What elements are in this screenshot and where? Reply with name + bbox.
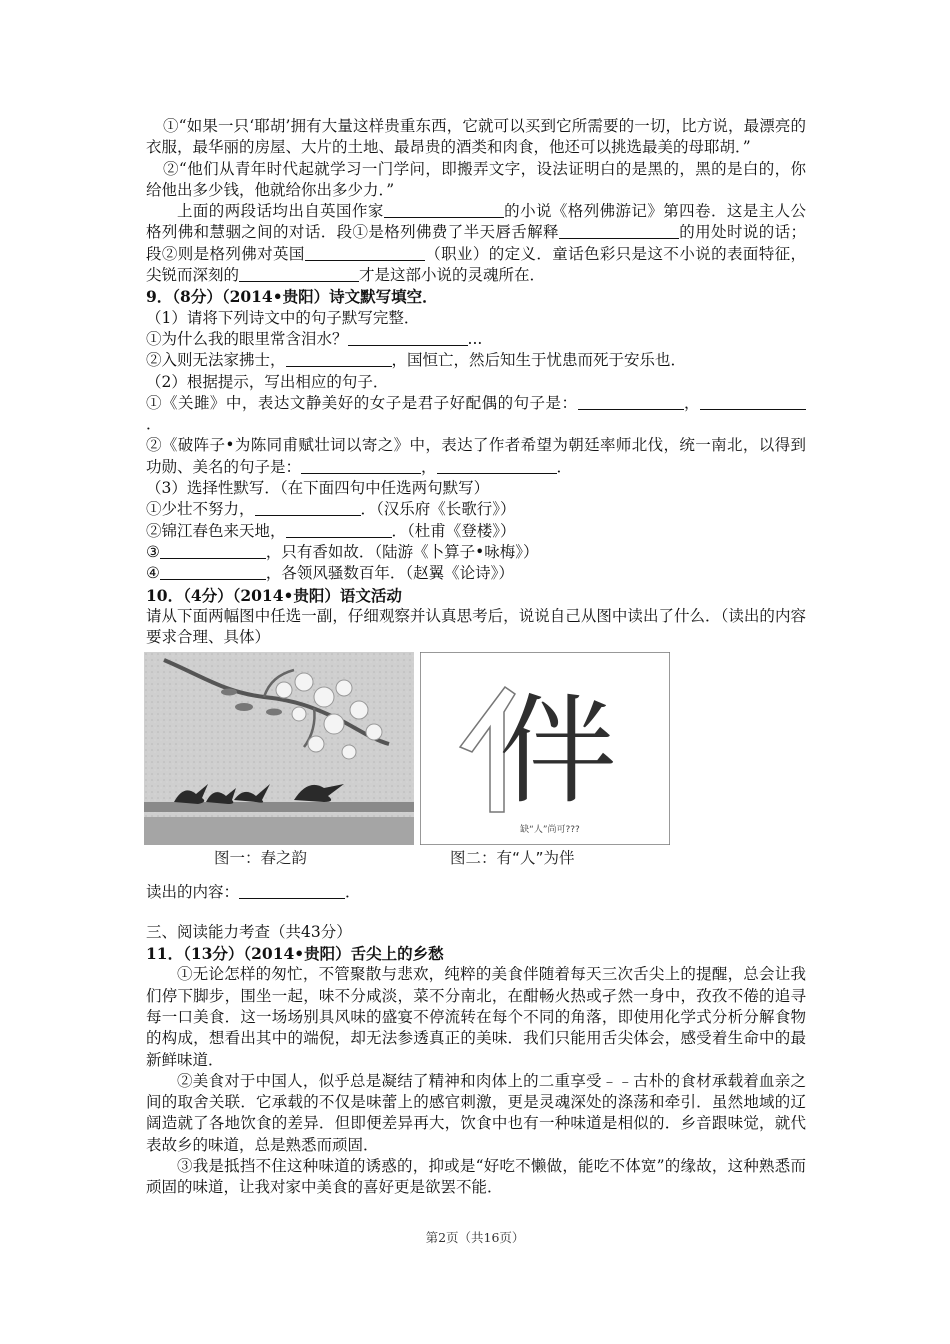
- blossom-shape: [366, 724, 382, 740]
- passage-paragraph-2: ②“他们从青年时代起就学习一门学问，即搬弄文字，设法证明白的是黑的，黑的是白的，你给他出多少钱，他就给你出多少力．”: [146, 159, 806, 199]
- text: ②锦江春色来天地，: [146, 521, 286, 540]
- passage-paragraph-1: ①“如果一只‘耶胡’拥有大量这样贵重东西，它就可以买到它所需要的一切，比方说，最漂亮的衣服，最华丽的房屋、大片的土地、最昂贵的酒类和肉食，他还可以挑选最美的母耶胡．”: [146, 117, 806, 157]
- leaf-shape: [235, 703, 253, 711]
- text: ①《关雎》中，表达文静美好的女子是君子好配偶的句子是：: [146, 393, 578, 412]
- q9-sub3: （3）选择性默写．（在下面四句中任选两句默写）: [146, 479, 490, 498]
- section-3-title: 三、阅读能力考查（共43分）: [146, 922, 352, 941]
- text: ，各领风骚数百年．（赵翼《论诗》）: [265, 564, 514, 583]
- blank-object: [559, 223, 679, 239]
- blank-theme: [239, 266, 359, 282]
- figure-spring-image: [144, 652, 414, 845]
- text: 上面的两段话均出自英国作家: [177, 202, 384, 221]
- q10-figures: [146, 652, 806, 882]
- blank: [286, 351, 392, 367]
- text: ，只有香如故．（陆游《卜算子•咏梅》）: [265, 542, 539, 561]
- blossom-shape: [295, 673, 313, 691]
- text: ④: [146, 564, 160, 583]
- text: ①为什么我的眼里常含泪水？: [146, 329, 348, 348]
- figure-background: [144, 652, 414, 845]
- q10-answer: [146, 882, 806, 903]
- text: 的用处时说的话；段②则是格列佛对英国: [146, 223, 806, 263]
- text: ②《破阵子•为陈同甫赋壮词以寄之》中，表达了作者希望为朝廷率师北伐，统一南北，以得到功勋、美名的句子是：: [146, 436, 806, 476]
- blank: [286, 522, 392, 538]
- q9-item-3a: [146, 499, 806, 520]
- blank: [160, 564, 266, 580]
- q9-item-3d: [146, 563, 806, 584]
- blossom-shape: [324, 714, 344, 734]
- q9-item-1b: [146, 350, 806, 371]
- blank: [578, 394, 684, 410]
- q9-item-3b: [146, 521, 806, 542]
- text: ．: [345, 883, 361, 902]
- text: （职业）的定义．童话色彩只是这不小说的表面特征，尖锐而深刻的: [146, 244, 806, 285]
- blossom-shape: [336, 680, 352, 696]
- fence-rail-shape: [144, 817, 414, 845]
- q9-sub2: （2）根据提示，写出相应的句子．: [146, 372, 389, 391]
- q9-sub1: （1）请将下列诗文中的句子默写完整．: [146, 308, 420, 327]
- text: ，: [683, 393, 700, 412]
- q10-text: 请从下面两幅图中任选一副，仔细观察并认真思考后，说说自己从图中读出了什么．（读出的内容要求合理、具体）: [146, 606, 806, 647]
- blank-author: [384, 202, 504, 218]
- figure-2-caption: 图二：有“人”为伴: [450, 849, 575, 868]
- text: ．（汉乐府《长歌行》）: [360, 500, 516, 519]
- text: 读出的内容：: [146, 883, 240, 902]
- blank: [239, 883, 345, 899]
- q11-title: 11．（13分）（2014•贵阳）舌尖上的乡愁: [146, 944, 444, 964]
- q11-paragraph-3: ③我是抵挡不住这种味道的诱惑的，抑或是“好吃不懒做，能吃不体宽”的缘故，这种熟悉而顽固的味道，让我对家中美食的喜好更是欲罢不能．: [146, 1156, 806, 1197]
- text: ①少壮不努力，: [146, 500, 255, 519]
- blossom-shape: [342, 745, 356, 759]
- blossom-shape: [292, 707, 306, 721]
- q11-paragraph-2: ②美食对于中国人，似乎总是凝结了精神和肉体上的二重享受﹣﹣古朴的食材承载着血亲之间的取舍关联．它承载的不仅是味蕾上的感官刺激，更是灵魂深处的涤荡和牵引．虽然地域的辽阔造就了各地饮食的差异．但即便差异再大，饮食中也有一种味道是相似的．乡音跟味觉，就代表故乡的味道，总是熟悉而顽固．: [146, 1071, 806, 1154]
- text: ．: [146, 415, 162, 434]
- text: ②入则无法家拂士，: [146, 351, 286, 370]
- text: ，: [421, 457, 437, 476]
- blossom-shape: [350, 701, 368, 719]
- q10-title: 10．（4分）（2014•贵阳）语文活动: [146, 585, 402, 605]
- blossom-shape: [276, 682, 292, 698]
- blank: [255, 500, 361, 516]
- text: 的小说《格列佛游记》第四卷．这是主人公格列佛和慧骃之间的对话．段①是格列佛费了半天唇舌解释: [146, 202, 806, 242]
- blank: [301, 458, 421, 474]
- text: ③: [146, 542, 160, 561]
- q11-paragraph-1: ①无论怎样的匆忙，不管聚散与悲欢，纯粹的美食伴随着每天三次舌尖上的提醒，总会让我们停下脚步，围坐一起，味不分咸淡，菜不分南北，在酣畅火热或孑然一身中，孜孜不倦的追寻每一口美食．这一场场别具风味的盛宴不停流转在每个不同的角落，即使用化学式分析分解食物的构成，想看出其中的端倪，却无法参透真正的美味．我们只能用舌尖体会，感受着生命中的最新鲜味道．: [146, 965, 806, 1069]
- q9-item-1a: [146, 329, 806, 350]
- blossom-shape: [314, 687, 334, 707]
- text: 才是这部小说的灵魂所在．: [359, 266, 546, 285]
- text: ．（杜甫《登楼》）: [391, 521, 516, 540]
- blank: [348, 330, 468, 346]
- blossom-shape: [308, 736, 324, 752]
- text: ...: [467, 329, 483, 348]
- figure-1-caption: 图一：春之韵: [214, 849, 308, 868]
- spacer: [146, 904, 806, 922]
- leaf-shape: [266, 709, 282, 716]
- q9-title: 9．（8分）（2014•贵阳）诗文默写填空．: [146, 287, 438, 307]
- figure-note-text: 缺“人”尚可???: [520, 825, 580, 836]
- fence-rail-shape: [144, 802, 414, 812]
- q9-item-2b: [146, 435, 806, 478]
- text: ，国恒亡，然后知生于忧患而死于安乐也．: [391, 351, 687, 370]
- q9-item-2a: [146, 393, 806, 436]
- page-footer: 第2页（共16页）: [425, 1230, 525, 1245]
- blank: [160, 543, 266, 559]
- leaf-shape: [221, 689, 237, 696]
- figure-companion-image: [420, 652, 670, 845]
- blank-profession: [305, 245, 425, 261]
- q9-item-3c: [146, 542, 806, 563]
- page-content: [146, 116, 806, 1199]
- blank: [437, 458, 557, 474]
- passage-question-8: [146, 201, 806, 286]
- character-ban-glyph: 伴: [498, 682, 618, 821]
- blank: [700, 394, 806, 410]
- text: ．: [556, 457, 573, 476]
